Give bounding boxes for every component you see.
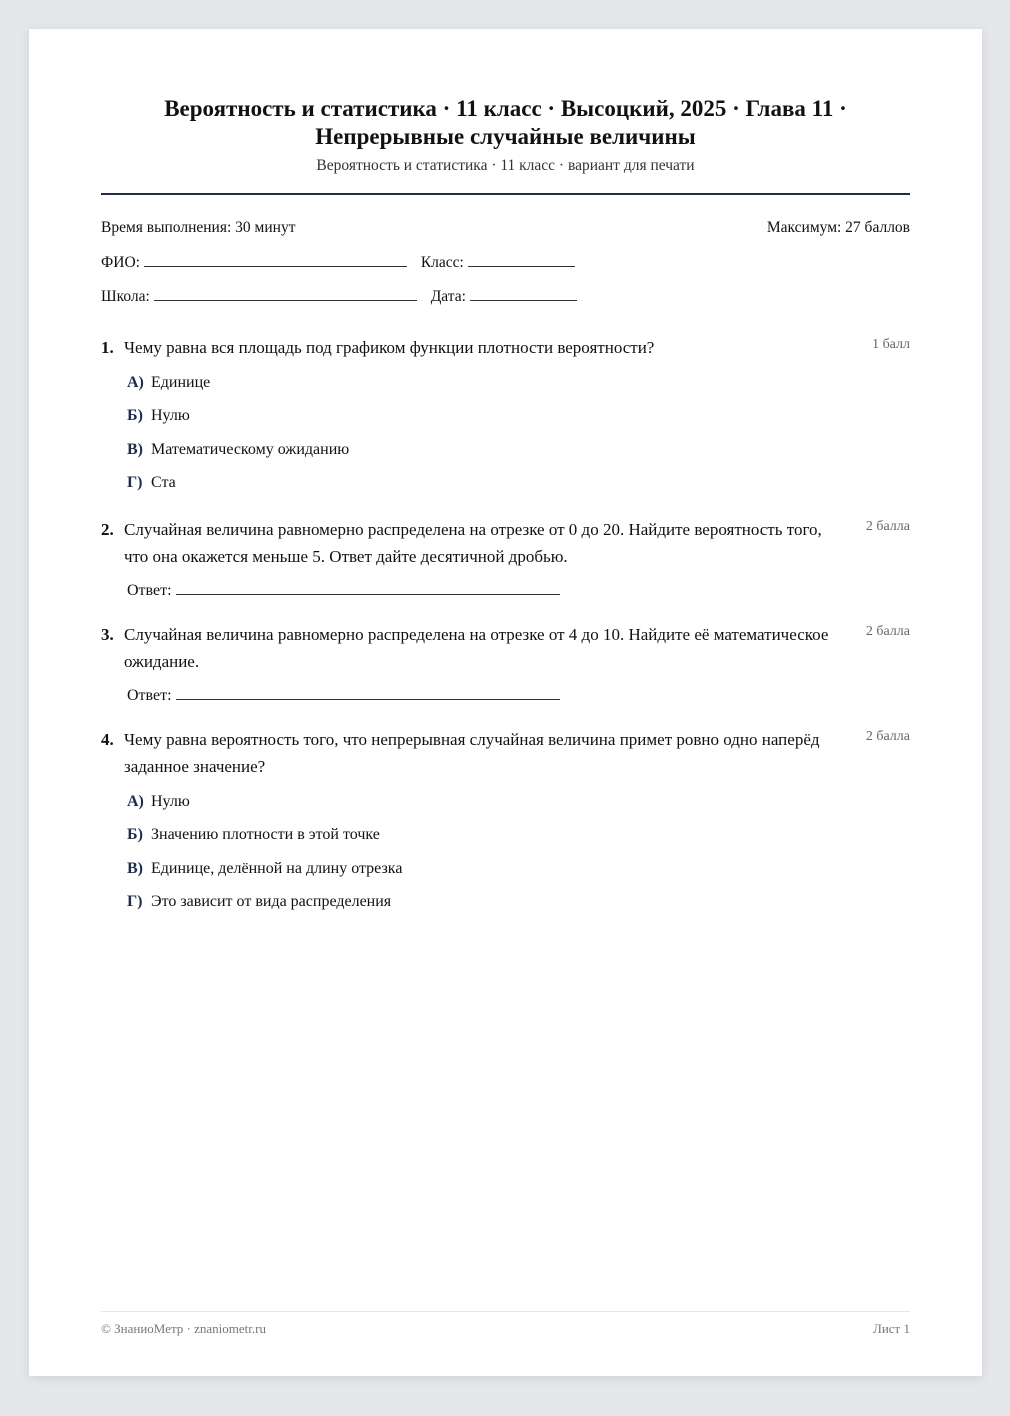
option-letter: А) xyxy=(127,374,144,391)
question-number: 2. xyxy=(101,520,114,539)
question-text: Чему равна вся площадь под графиком функции плотности вероятности? xyxy=(124,338,655,357)
footer-copyright: © ЗнаниоМетр · znaniometr.ru xyxy=(101,1321,266,1336)
worksheet-page xyxy=(29,29,982,1376)
question-number: 3. xyxy=(101,625,114,644)
option-text: Единице xyxy=(151,374,211,391)
meta-row-fio xyxy=(101,252,910,272)
option-b[interactable] xyxy=(127,824,380,846)
option-text: Ста xyxy=(151,474,176,491)
option-text: Нулю xyxy=(151,407,190,424)
question-text: Случайная величина равномерно распределена на отрезке от 0 до 20. Найдите вероятность того, что она окажется меньше 5. Ответ дайте десятичной дробью. xyxy=(124,520,822,566)
title-line-2: Непрерывные случайные величины xyxy=(315,124,696,149)
option-letter: В) xyxy=(127,441,143,458)
option-d[interactable] xyxy=(127,472,176,494)
option-c[interactable] xyxy=(127,858,402,880)
time-limit: Время выполнения: 30 минут xyxy=(101,219,296,236)
school-field[interactable] xyxy=(154,286,417,301)
option-text: Это зависит от вида распределения xyxy=(151,893,392,910)
answer-field[interactable] xyxy=(176,687,560,700)
question-points: 1 балл xyxy=(872,337,910,352)
fio-label: ФИО: xyxy=(101,254,140,271)
option-text: Нулю xyxy=(151,793,190,810)
title-line-1: Вероятность и статистика · 11 класс · Высоцкий, 2025 · Глава 11 · xyxy=(164,96,847,121)
option-letter: Б) xyxy=(127,826,143,843)
option-a[interactable] xyxy=(127,372,210,394)
page-number: Лист 1 xyxy=(873,1321,910,1336)
fio-field[interactable] xyxy=(144,252,407,267)
date-field[interactable] xyxy=(470,286,577,301)
page-subtitle: Вероятность и статистика · 11 класс · вариант для печати xyxy=(316,157,695,174)
question-points: 2 балла xyxy=(865,624,910,639)
meta-row-school xyxy=(101,286,910,306)
option-text: Единице, делённой на длину отрезка xyxy=(151,860,403,877)
option-text: Значению плотности в этой точке xyxy=(151,826,380,843)
school-label: Школа: xyxy=(101,288,150,305)
answer-row xyxy=(127,580,560,602)
question-points: 2 балла xyxy=(865,519,910,534)
question-points: 2 балла xyxy=(865,729,910,744)
footer-divider xyxy=(101,1311,910,1312)
question-text: Случайная величина равномерно распределена на отрезке от 4 до 10. Найдите её математическое ожидание. xyxy=(124,625,829,671)
class-label: Класс: xyxy=(420,254,464,271)
option-letter: А) xyxy=(127,793,144,810)
answer-row xyxy=(127,685,560,707)
answer-field[interactable] xyxy=(176,582,560,595)
page-title xyxy=(101,95,910,151)
option-a[interactable] xyxy=(127,791,190,813)
option-letter: Г) xyxy=(127,893,143,910)
answer-label: Ответ: xyxy=(127,582,172,599)
option-letter: В) xyxy=(127,860,143,877)
class-field[interactable] xyxy=(468,252,575,267)
option-letter: Г) xyxy=(127,474,143,491)
option-text: Математическому ожиданию xyxy=(151,441,350,458)
option-letter: Б) xyxy=(127,407,143,424)
option-b[interactable] xyxy=(127,405,190,427)
header-divider xyxy=(101,193,910,195)
max-score: Максимум: 27 баллов xyxy=(766,219,910,236)
option-d[interactable] xyxy=(127,891,391,913)
page-content xyxy=(101,29,910,1376)
date-label: Дата: xyxy=(430,288,466,305)
question-text: Чему равна вероятность того, что непрерывная случайная величина примет ровно одно наперёд заданное значение? xyxy=(124,730,820,776)
option-c[interactable] xyxy=(127,439,349,461)
question-number: 1. xyxy=(101,338,114,357)
question-number: 4. xyxy=(101,730,114,749)
answer-label: Ответ: xyxy=(127,687,172,704)
